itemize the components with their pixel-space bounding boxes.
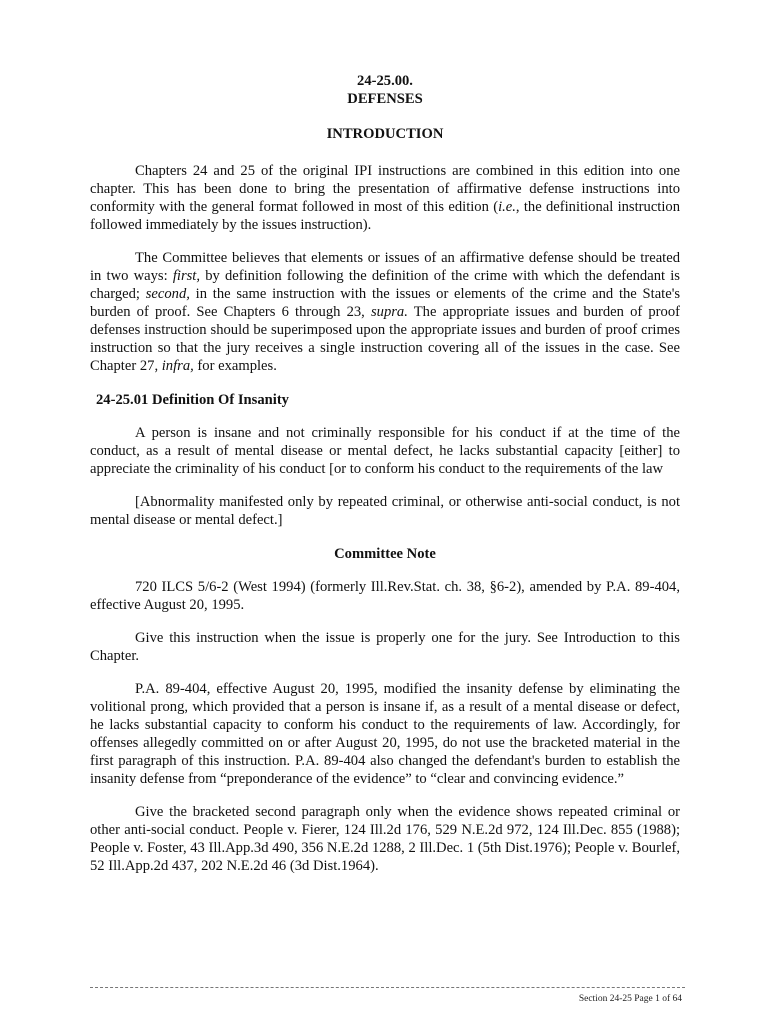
instruction-paragraph-2: [Abnormality manifested only by repeated criminal, or otherwise anti-social conduct, is not mental disease or mental defect.] [90,494,680,528]
instruction-paragraph-1: A person is insane and not criminally responsible for his conduct if at the time of the conduct, as a result of mental disease or mental defect, he lacks substantial capacity [either] to appreciate the criminality of his conduct [or to conform his conduct to the requirements of the law [90,425,680,477]
intro-p1-text-a: Chapters 24 and 25 of the original IPI instructions are combined in this edition into one chapter. This has been done to bring the presentation of affirmative defense instructions into conformity with the general format followed in most of this edition ( [90,163,680,215]
chapter-title: DEFENSES [347,91,423,107]
intro-p1-text-b: , the definitional instruction followed immediately by the issues instruction). [90,199,680,233]
committee-note-paragraph-2: Give this instruction when the issue is properly one for the jury. See Introduction to this Chapter. [90,630,680,664]
committee-note-paragraph-3: P.A. 89-404, effective August 20, 1995, modified the insanity defense by eliminating the volitional prong, which provided that a person is insane if, as a result of a mental disease or defect, he lacks substantial capacity to conform his conduct to the requirements of law. Accordingly, for offenses allegedly committed on or after August 20, 1995, do not use the bracketed material in the first paragraph of this instruction. P.A. 89-404 also changed the defendant's burden to establish the insanity defense from “preponderance of the evidence” to “clear and convincing evidence.” [90,681,680,787]
section-heading: 24-25.01 Definition Of Insanity [96,392,289,408]
intro-paragraph-1 [90,162,680,234]
intro-p2-text-a: The Committee believes that elements or issues of an affirmative defense should be treated in two ways: [90,250,680,284]
committee-note-heading: Committee Note [334,546,436,562]
chapter-code: 24-25.00. [357,73,413,89]
committee-note-paragraph-4: Give the bracketed second paragraph only when the evidence shows repeated criminal or other anti-social conduct. People v. Fierer, 124 Ill.2d 176, 529 N.E.2d 972, 124 Ill.Dec. 855 (1988); People v. Foster, 43 Ill.App.3d 490, 356 N.E.2d 1288, 2 Ill.Dec. 1 (5th Dist.1976); People v. Bourlef, 52 Ill.App.2d 437, 202 N.E.2d 46 (3d Dist.1964). [90,804,680,874]
page-footer: Section 24-25 Page 1 of 64 [578,994,682,1004]
intro-p2-text-b: by definition following the definition of the crime with which the defendant is charged; [90,268,680,302]
intro-p2-text-d: The appropriate issues and burden of proof defenses instruction should be superimposed upon the appropriate issues and burden of proof crimes instruction so that the jury receives a single instruction covering all of the issues in the case. See Chapter 27, [90,304,680,374]
intro-p2-second: second, [145,286,190,302]
intro-p2-infra: infra, [161,358,194,374]
page-content [90,70,680,875]
intro-p2-supra: supra. [370,304,408,320]
footer-divider [90,987,685,988]
intro-p2-first: first, [172,268,201,284]
intro-p2-text-c: in the same instruction with the issues or elements of the crime and the State's burden of proof. See Chapters 6 through 23, [90,286,681,320]
introduction-heading: INTRODUCTION [326,126,444,142]
intro-paragraph-2 [90,249,680,375]
intro-p2-text-e: for examples. [193,358,277,374]
intro-p1-ie: i.e. [498,199,516,215]
committee-note-paragraph-1: 720 ILCS 5/6-2 (West 1994) (formerly Ill.Rev.Stat. ch. 38, §6-2), amended by P.A. 89-404, effective August 20, 1995. [90,579,680,613]
